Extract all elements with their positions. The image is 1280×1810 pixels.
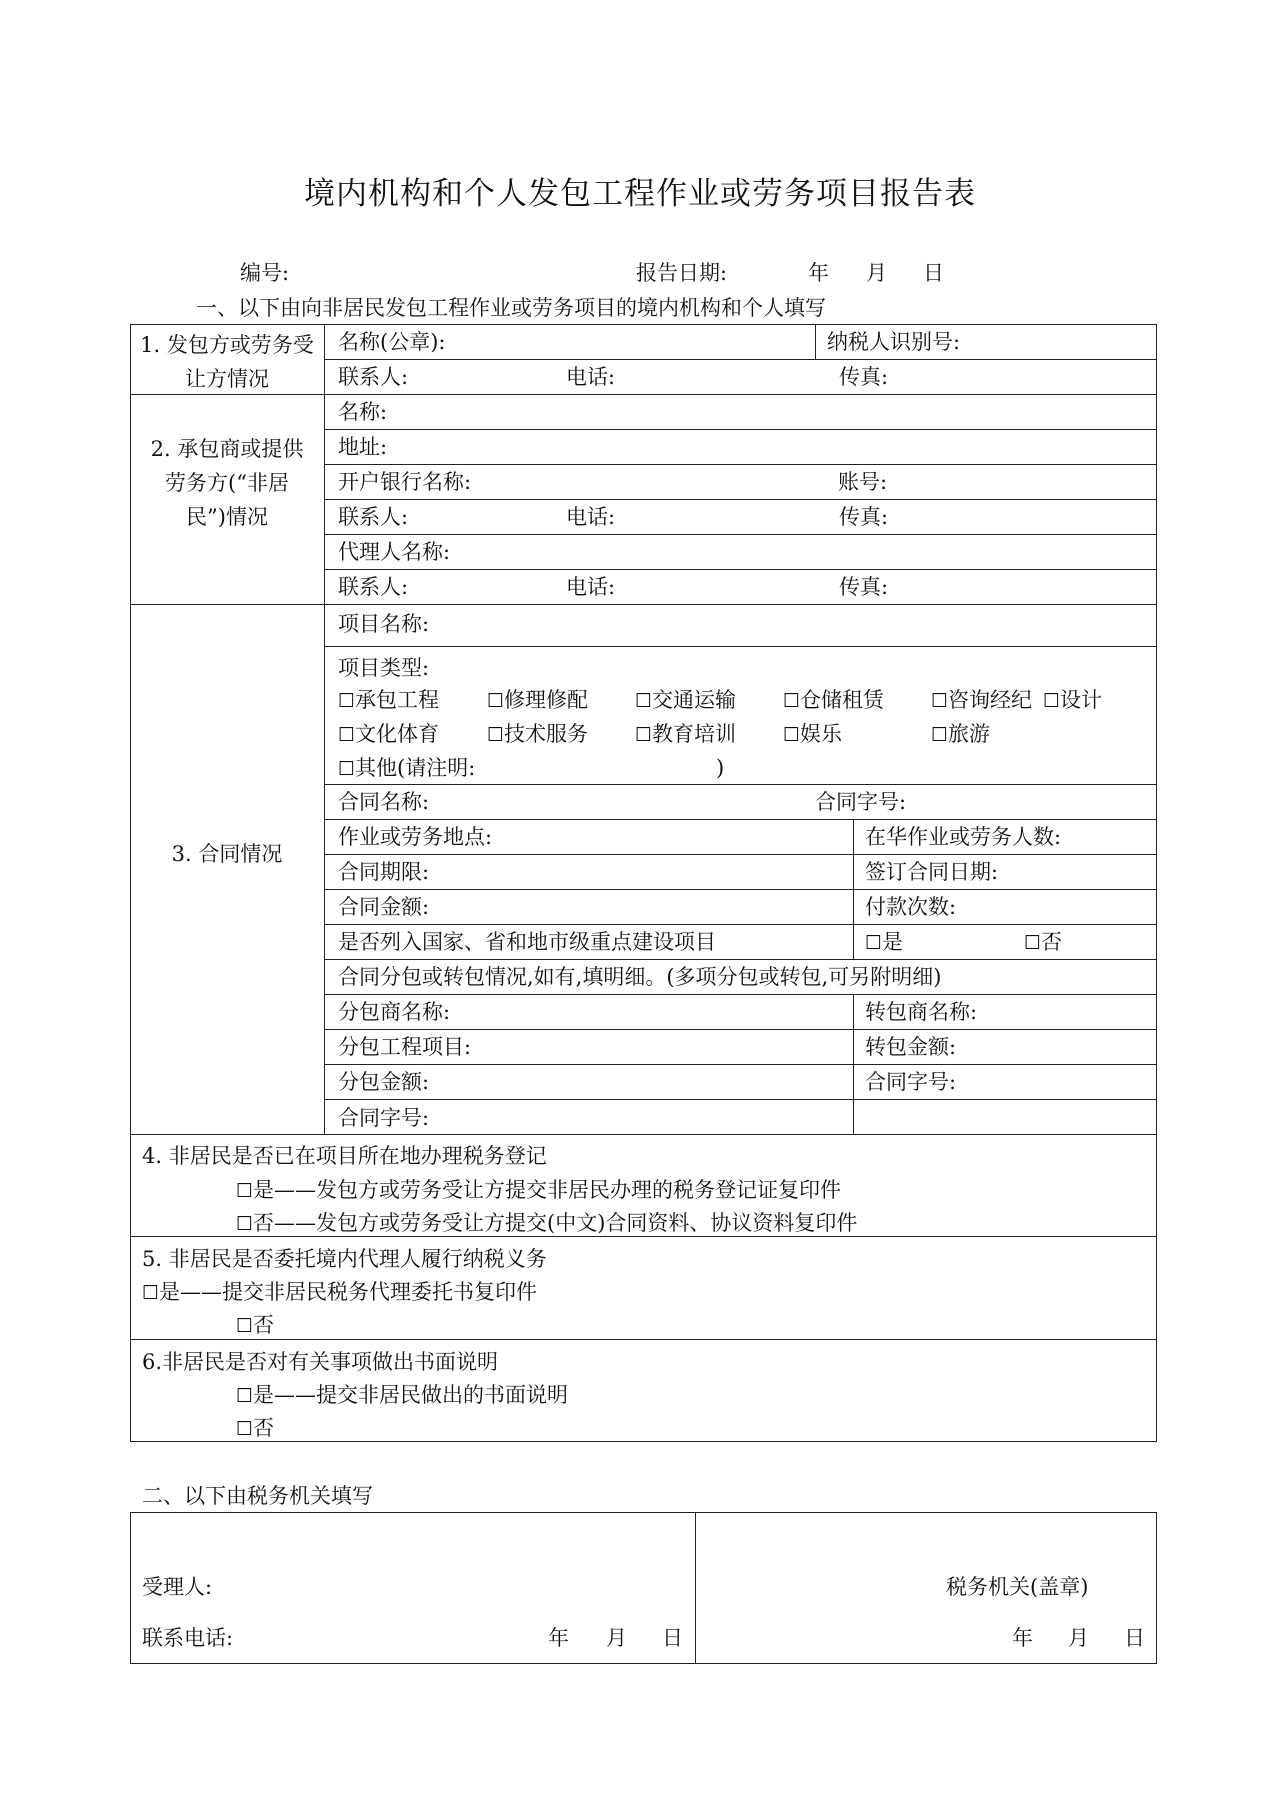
form-title: 境内机构和个人发包工程作业或劳务项目报告表 xyxy=(304,176,976,212)
project-type-label: 项目类型: xyxy=(338,656,430,680)
type-checkbox-consulting[interactable]: ☐ 咨询经纪 xyxy=(931,686,1032,715)
type-checkbox-culture-sports[interactable]: ☐ 文化体育 xyxy=(338,720,439,749)
transferee-name-label: 转包商名称: xyxy=(865,1000,978,1024)
key-project-label: 是否列入国家、省和地市级重点建设项目 xyxy=(338,930,716,954)
taxpayer-id-label: 纳税人识别号: xyxy=(827,330,961,354)
nonresident-phone-label: 电话: xyxy=(566,505,616,529)
subcontractor-name-label: 分包商名称: xyxy=(338,1000,451,1024)
subcontract-note: 合同分包或转包情况,如有,填明细。(多项分包或转包,可另附明细) xyxy=(338,965,942,989)
table-divider xyxy=(324,534,1157,535)
payer-fax-label: 传真: xyxy=(839,365,889,389)
payment-count-label: 付款次数: xyxy=(865,895,957,919)
authority-date-year: 年 xyxy=(1012,1626,1033,1650)
row1-label: 1. 发包方或劳务受让方情况 xyxy=(140,333,314,391)
report-date-day: 日 xyxy=(923,261,944,285)
report-date-month: 月 xyxy=(866,261,887,285)
authority-date-month: 月 xyxy=(1068,1626,1089,1650)
row5-label: 5. 非居民是否委托境内代理人履行纳税义务 xyxy=(142,1247,547,1271)
type-checkbox-transport[interactable]: ☐ 交通运输 xyxy=(635,686,736,715)
table-divider xyxy=(324,429,1157,430)
report-date-label: 报告日期: xyxy=(636,261,728,285)
nonresident-name-label: 名称: xyxy=(338,400,388,424)
contract-term-label: 合同期限: xyxy=(338,860,430,884)
tax-authority-seal-label: 税务机关(盖章) xyxy=(946,1575,1089,1599)
agent-yes-checkbox[interactable]: ☐ 是——提交非居民税务代理委托书复印件 xyxy=(142,1278,537,1307)
table-divider xyxy=(324,646,1157,647)
row2-label: 2. 承包商或提供劳务方(“非居民”)情况 xyxy=(150,437,304,529)
table-divider xyxy=(324,499,1157,500)
table-divider xyxy=(130,1134,1157,1135)
payer-name-label: 名称(公章): xyxy=(338,330,446,354)
contract-name-label: 合同名称: xyxy=(338,790,430,814)
table-divider xyxy=(324,464,1157,465)
agent-name-label: 代理人名称: xyxy=(338,540,451,564)
row4-label: 4. 非居民是否已在项目所在地办理税务登记 xyxy=(142,1144,547,1168)
table-divider xyxy=(324,819,1157,820)
other-close-paren: ) xyxy=(716,756,725,780)
table-divider xyxy=(130,604,1157,605)
table-divider xyxy=(853,819,854,959)
table-divider xyxy=(815,324,816,359)
bank-name-label: 开户银行名称: xyxy=(338,470,472,494)
subcontract-project-label: 分包工程项目: xyxy=(338,1035,472,1059)
agent-fax-label: 传真: xyxy=(839,575,889,599)
type-checkbox-tech-service[interactable]: ☐ 技术服务 xyxy=(487,720,588,749)
row6-label: 6.非居民是否对有关事项做出书面说明 xyxy=(142,1350,499,1374)
table-divider xyxy=(324,1064,1157,1065)
project-name-label: 项目名称: xyxy=(338,612,430,636)
agent-phone-label: 电话: xyxy=(566,575,616,599)
payer-contact-label: 联系人: xyxy=(338,365,409,389)
table-divider xyxy=(324,889,1157,890)
agent-contact-label: 联系人: xyxy=(338,575,409,599)
sign-date-label: 签订合同日期: xyxy=(865,860,999,884)
account-label: 账号: xyxy=(838,470,888,494)
subcontract-amount-label: 分包金额: xyxy=(338,1070,430,1094)
table-divider xyxy=(324,324,325,1134)
authority-date-day: 日 xyxy=(1124,1626,1145,1650)
nonresident-contact-label: 联系人: xyxy=(338,505,409,529)
agent-no-checkbox[interactable]: ☐ 否 xyxy=(236,1311,274,1340)
work-location-label: 作业或劳务地点: xyxy=(338,825,493,849)
key-project-no-checkbox[interactable]: ☐ 否 xyxy=(1024,928,1062,957)
type-checkbox-repair[interactable]: ☐ 修理修配 xyxy=(487,686,588,715)
type-checkbox-tourism[interactable]: ☐ 旅游 xyxy=(931,720,990,749)
type-checkbox-design[interactable]: ☐ 设计 xyxy=(1043,686,1102,715)
tax-registration-no-checkbox[interactable]: ☐ 否——发包方或劳务受让方提交(中文)合同资料、协议资料复印件 xyxy=(236,1209,857,1238)
transfer-contract-number-label: 合同字号: xyxy=(865,1070,957,1094)
handler-date-month: 月 xyxy=(606,1626,627,1650)
section1-heading: 一、以下由向非居民发包工程作业或劳务项目的境内机构和个人填写 xyxy=(196,296,826,320)
table-divider xyxy=(324,569,1157,570)
table-divider xyxy=(324,359,1157,360)
written-statement-no-checkbox[interactable]: ☐ 否 xyxy=(236,1414,274,1443)
type-checkbox-construction[interactable]: ☐ 承包工程 xyxy=(338,686,439,715)
row3-label: 3. 合同情况 xyxy=(171,842,283,866)
type-checkbox-education[interactable]: ☐ 教育培训 xyxy=(635,720,736,749)
table-divider xyxy=(695,1512,696,1664)
number-label: 编号: xyxy=(240,261,290,285)
handler-date-year: 年 xyxy=(548,1626,569,1650)
subcontract-contract-number-label: 合同字号: xyxy=(338,1106,430,1130)
tax-registration-yes-checkbox[interactable]: ☐ 是——发包方或劳务受让方提交非居民办理的税务登记证复印件 xyxy=(236,1176,841,1205)
payer-phone-label: 电话: xyxy=(566,365,616,389)
type-checkbox-other[interactable]: ☐ 其他(请注明: xyxy=(338,754,475,783)
contact-phone-label: 联系电话: xyxy=(142,1626,234,1650)
table-divider xyxy=(324,1029,1157,1030)
table-divider xyxy=(324,994,1157,995)
type-checkbox-entertainment[interactable]: ☐ 娱乐 xyxy=(783,720,842,749)
table-divider xyxy=(324,924,1157,925)
table-divider xyxy=(324,854,1157,855)
handler-date-day: 日 xyxy=(662,1626,683,1650)
nonresident-address-label: 地址: xyxy=(338,435,388,459)
transfer-amount-label: 转包金额: xyxy=(865,1035,957,1059)
workers-in-china-label: 在华作业或劳务人数: xyxy=(865,825,1062,849)
report-date-year: 年 xyxy=(808,261,829,285)
section2-heading: 二、以下由税务机关填写 xyxy=(142,1484,373,1508)
table-divider xyxy=(324,959,1157,960)
table-divider xyxy=(324,784,1157,785)
table-divider xyxy=(324,1099,1157,1100)
key-project-yes-checkbox[interactable]: ☐ 是 xyxy=(865,928,903,957)
contract-amount-label: 合同金额: xyxy=(338,895,430,919)
table-divider xyxy=(130,1339,1157,1340)
handler-label: 受理人: xyxy=(142,1575,213,1599)
contract-number-label: 合同字号: xyxy=(815,790,907,814)
nonresident-fax-label: 传真: xyxy=(839,505,889,529)
table-divider xyxy=(853,994,854,1134)
type-checkbox-storage-leasing[interactable]: ☐ 仓储租赁 xyxy=(783,686,884,715)
written-statement-yes-checkbox[interactable]: ☐ 是——提交非居民做出的书面说明 xyxy=(236,1381,568,1410)
